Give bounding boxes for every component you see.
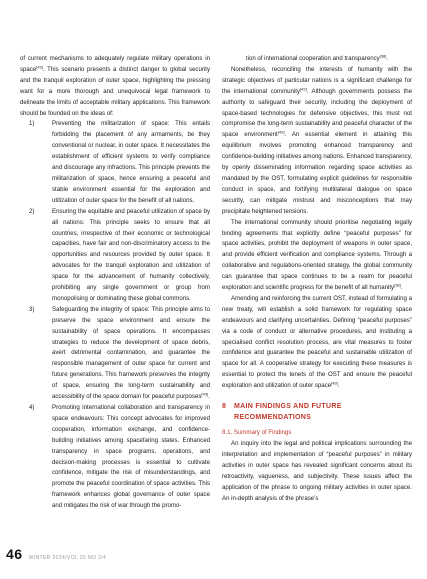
section-title: MAIN FINDINGS AND FUTURE RECOMMENDATIONS <box>234 403 342 421</box>
citation-ref: [43] <box>201 391 209 397</box>
citation-ref: [43] <box>36 64 43 70</box>
left-column <box>20 54 210 512</box>
citation-ref: [42] <box>277 129 285 135</box>
continued-line: tion of international cooperation and transparency[38]. <box>245 53 389 62</box>
intro-paragraph: of current mechanisms to adequately regulate military operations in space[43]. This scenario presents a distinct danger to global security and the tranquil exploration of outer space, highlighting the pressing want for a more thorough and unequivocal legal framework to delineate the limits of acceptable military applications. This framework should be founded on the ideas of: <box>20 55 210 117</box>
running-head: WINTER 2024/VOL 25 NO 3/4 <box>28 555 107 561</box>
section-number: 8 <box>222 403 227 411</box>
list-item-number: 1) <box>29 120 35 128</box>
citation-ref: [42] <box>300 86 307 92</box>
citation-ref: [38] <box>394 282 401 288</box>
principles-list <box>20 119 210 512</box>
body-paragraph: Nonetheless, reconciling the interests of humanity with the strategic objectives of particular nations is a significant challenge for the international community[42]. Although governments possess the authority to safeguard their security, including the deployment of space-based technologies for defensive objectives, this must not compromise the long-term sustainability and peaceful character of the space environment[42]. An essential element in attaining this equilibrium involves promoting enhanced transparency and confidence-building initiatives among nations. Enhanced transparency, by openly disseminating information regarding space activities as mandated by the OST, formulating explicit guidelines for responsible conduct in space, and fortifying multilateral dialogue on space security, can mitigate mistrust and misconceptions that may precipitate heightened tensions. <box>222 65 412 215</box>
page-footer <box>6 546 106 562</box>
subsection-heading: 8.1. Summary of Findings <box>222 429 292 437</box>
list-item-number: 4) <box>29 404 35 411</box>
page-number: 46 <box>6 546 23 562</box>
body-paragraph: Amending and reinforcing the current OST, instead of formulating a new treaty, will establish a solid framework for regulating space endeavours and clarifying uncertainties. Defining “peaceful purposes” via a code of conduct or alternative procedures, and instituting a specialised conflict resolution process, are vital measures to foster confidence and guarantee the peaceful and sustainable utilization of space for all. A cooperative strategy for executing these measures is essential to protect the tenets of the OST and ensure the peaceful exploration and utilization of outer space[43]. <box>222 294 412 390</box>
list-item <box>20 207 210 305</box>
citation-ref: [43] <box>331 380 338 386</box>
list-item-number: 2) <box>29 207 35 215</box>
section-heading <box>222 402 412 423</box>
body-paragraph: The international community should prioritise negotiating legally binding agreements that explicitly define “peaceful purposes” for space activities, prohibit the deployment of weapons in outer space, and provide efficient verification and compliance systems. Through a collaborative and regulations-oriented strategy, the global community can guarantee that space continues to be a realm for peaceful exploration and scientific progress for the benefit of all humanity[38]. <box>222 218 412 292</box>
list-item-number: 3) <box>29 305 35 313</box>
list-item <box>20 119 210 206</box>
list-item-text: Preventing the militarization of space: This entails forbidding the placement of any armaments, be they conventional or nuclear, in outer space. It necessitates the establishment of efficient systems to verify compliance and discourage any infractions. This principle prevents the militarization of space, hence ensuring a peaceful and stable environment essential for the exploration and utilization of outer space for the benefit of all nations. <box>52 120 210 204</box>
list-item-text: Promoting international collaboration and transparency in space endeavours: This concept advocates for improved cooperation, information exchange, and confidence-building initiatives among spacefaring states. Enhanced transparency in space programs, operations, and decision-making processes is essential to cultivate confidence, mitigate the risk of misunderstandings, and promote the peaceful coordination of space activities. This framework enhances global governance of outer space and mitigates the risk of war through the promo- <box>52 404 210 510</box>
list-item-text: Ensuring the equitable and peaceful utilization of space by all nations: This principle seeks to ensure that all countries, irrespective of their economic or technological capacities, have fair and non-discriminatory access to the opportunities and resources provided by outer space. It advocates for the tranquil exploration and utilization of space for the advancement of humanity collectively, prohibiting any single government or group from monopolising or dominating these global commons. <box>52 207 210 302</box>
list-item <box>20 403 210 512</box>
list-item: 3) Safeguarding the integrity of space: This principle aims to preserve the space environment and ensure the sustainability of space operations. It encompasses strategies to reduce the development of space debris, avert detrimental contamination, and guarantee the responsible management of outer space for current and future generations. This framework preserves the integrity of space, ensuring the long-term sustainability and accessibility of the space domain for peaceful purposes[43]. <box>29 305 210 401</box>
body-paragraph: An inquiry into the legal and political implications surrounding the interpretation and implementation of “peaceful purposes” in military activities in outer space has revealed significant concerns about its retroactivity, vagueness, and subjectivity. These issues affect the application of the phrase to ongoing military activities in outer space. An in-depth analysis of the phrase’s <box>222 440 412 502</box>
list-item-text: Safeguarding the integrity of space: This principle aims to preserve the space environment and ensure the sustainability of space operations. It encompasses strategies to reduce the development of space debris, avert detrimental contamination, and guarantee the responsible management of outer space for current and future generations. This framework preserves the integrity of space, ensuring the long-term sustainability and accessibility of the space domain for peaceful purposes <box>52 305 210 401</box>
right-column <box>222 54 412 504</box>
citation-ref: [38] <box>379 53 387 59</box>
